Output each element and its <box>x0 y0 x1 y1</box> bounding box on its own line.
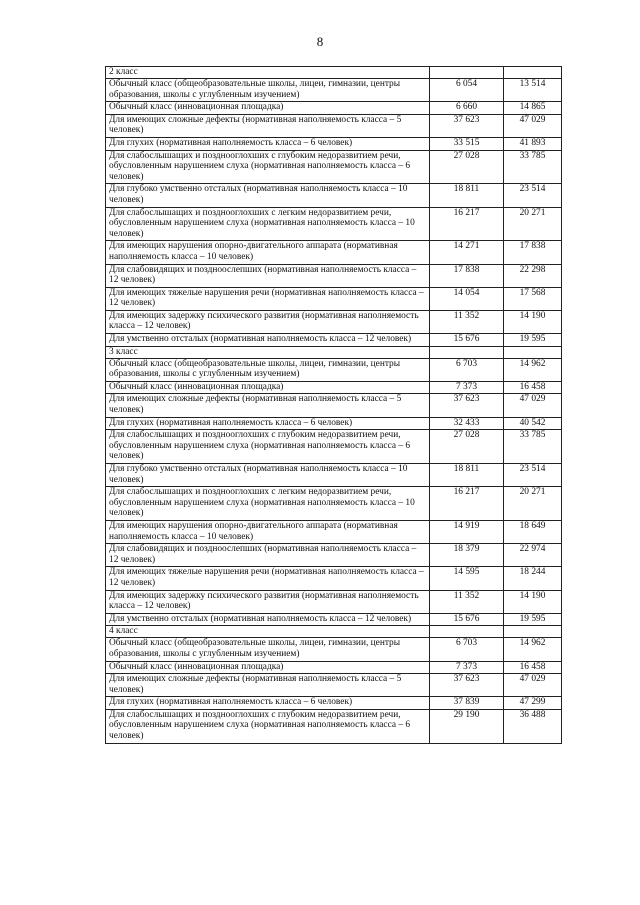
value-column-2: 23 514 <box>504 184 562 207</box>
value-column-1: 14 595 <box>430 567 504 590</box>
empty-cell <box>504 346 562 358</box>
class-description: Для глухих (нормативная наполняемость класса – 6 человек) <box>106 417 430 430</box>
value-column-1: 14 271 <box>430 241 504 264</box>
value-column-1: 14 919 <box>430 520 504 543</box>
value-column-2: 47 029 <box>504 394 562 417</box>
table-row <box>106 464 562 487</box>
value-column-2: 16 458 <box>504 381 562 394</box>
class-description: Для имеющих сложные дефекты (нормативная наполняемость класса – 5 человек) <box>106 394 430 417</box>
class-description: Для имеющих тяжелые нарушения речи (нормативная наполняемость класса – 12 человек) <box>106 287 430 310</box>
class-description: Для имеющих тяжелые нарушения речи (нормативная наполняемость класса – 12 человек) <box>106 567 430 590</box>
class-description: Для слабослышащих и позднооглохших с глубоким недоразвитием речи, обусловленным нарушением слуха (нормативная наполняемость класса – 6 человек) <box>106 709 430 743</box>
table-row <box>106 638 562 661</box>
section-header-row <box>106 626 562 638</box>
table-row <box>106 590 562 613</box>
class-description: Для умственно отсталых (нормативная наполняемость класса – 12 человек) <box>106 334 430 347</box>
funding-table <box>105 66 562 744</box>
value-column-1: 17 838 <box>430 264 504 287</box>
value-column-2: 14 962 <box>504 358 562 381</box>
table-row <box>106 613 562 626</box>
class-description: Для слабовидящих и поздноослепших (нормативная наполняемость класса – 12 человек) <box>106 264 430 287</box>
table-row <box>106 207 562 241</box>
value-column-2: 41 893 <box>504 137 562 150</box>
class-description: Для слабовидящих и поздноослепших (нормативная наполняемость класса – 12 человек) <box>106 544 430 567</box>
class-description: Для глубоко умственно отсталых (нормативная наполняемость класса – 10 человек) <box>106 184 430 207</box>
value-column-1: 6 703 <box>430 638 504 661</box>
class-description: Для слабослышащих и позднооглохших с легким недоразвитием речи, обусловленным нарушением слуха (нормативная наполняемость класса – 10 человек) <box>106 487 430 521</box>
class-description: Для глухих (нормативная наполняемость класса – 6 человек) <box>106 137 430 150</box>
class-description: Для глубоко умственно отсталых (нормативная наполняемость класса – 10 человек) <box>106 464 430 487</box>
class-description: Обычный класс (инновационная площадка) <box>106 102 430 115</box>
table-row <box>106 487 562 521</box>
table-row <box>106 674 562 697</box>
table-row <box>106 241 562 264</box>
empty-cell <box>504 67 562 79</box>
value-column-2: 14 190 <box>504 310 562 333</box>
table-row <box>106 287 562 310</box>
value-column-1: 16 217 <box>430 207 504 241</box>
value-column-2: 17 568 <box>504 287 562 310</box>
table-row <box>106 114 562 137</box>
class-description: Для имеющих сложные дефекты (нормативная наполняемость класса – 5 человек) <box>106 674 430 697</box>
class-description: Для имеющих нарушения опорно-двигательного аппарата (нормативная наполняемость класса – 10 человек) <box>106 520 430 543</box>
value-column-1: 15 676 <box>430 613 504 626</box>
table-row <box>106 150 562 184</box>
table-row <box>106 544 562 567</box>
value-column-2: 47 029 <box>504 674 562 697</box>
value-column-1: 37 623 <box>430 394 504 417</box>
value-column-1: 18 811 <box>430 464 504 487</box>
class-description: Для умственно отсталых (нормативная наполняемость класса – 12 человек) <box>106 613 430 626</box>
class-description: Обычный класс (инновационная площадка) <box>106 661 430 674</box>
value-column-2: 19 595 <box>504 613 562 626</box>
table-row <box>106 430 562 464</box>
value-column-2: 14 962 <box>504 638 562 661</box>
class-description: Для имеющих нарушения опорно-двигательного аппарата (нормативная наполняемость класса – 10 человек) <box>106 241 430 264</box>
value-column-1: 37 623 <box>430 114 504 137</box>
value-column-2: 14 190 <box>504 590 562 613</box>
table-row <box>106 264 562 287</box>
value-column-1: 11 352 <box>430 310 504 333</box>
section-header-row <box>106 67 562 79</box>
empty-cell <box>504 626 562 638</box>
value-column-1: 7 373 <box>430 381 504 394</box>
empty-cell <box>430 346 504 358</box>
value-column-1: 7 373 <box>430 661 504 674</box>
class-description: Для глухих (нормативная наполняемость класса – 6 человек) <box>106 697 430 710</box>
value-column-1: 11 352 <box>430 590 504 613</box>
empty-cell <box>430 67 504 79</box>
value-column-1: 37 623 <box>430 674 504 697</box>
value-column-2: 18 244 <box>504 567 562 590</box>
table-row <box>106 520 562 543</box>
value-column-2: 47 029 <box>504 114 562 137</box>
table-row <box>106 709 562 743</box>
table-row <box>106 358 562 381</box>
value-column-1: 37 839 <box>430 697 504 710</box>
value-column-2: 17 838 <box>504 241 562 264</box>
value-column-1: 6 703 <box>430 358 504 381</box>
value-column-1: 32 433 <box>430 417 504 430</box>
value-column-1: 18 811 <box>430 184 504 207</box>
value-column-1: 27 028 <box>430 430 504 464</box>
table-row <box>106 567 562 590</box>
value-column-2: 20 271 <box>504 487 562 521</box>
value-column-1: 16 217 <box>430 487 504 521</box>
value-column-2: 22 974 <box>504 544 562 567</box>
table-row <box>106 79 562 102</box>
value-column-2: 36 488 <box>504 709 562 743</box>
class-description: Обычный класс (инновационная площадка) <box>106 381 430 394</box>
value-column-1: 15 676 <box>430 334 504 347</box>
section-title: 4 класс <box>106 626 430 638</box>
table-row <box>106 697 562 710</box>
class-description: Для имеющих задержку психического развития (нормативная наполняемость класса – 12 человек) <box>106 310 430 333</box>
class-description: Для имеющих задержку психического развития (нормативная наполняемость класса – 12 человек) <box>106 590 430 613</box>
page-number: 8 <box>316 34 324 49</box>
class-description: Для слабослышащих и позднооглохших с глубоким недоразвитием речи, обусловленным нарушением слуха (нормативная наполняемость класса – 6 человек) <box>106 150 430 184</box>
value-column-1: 33 515 <box>430 137 504 150</box>
value-column-2: 33 785 <box>504 430 562 464</box>
value-column-2: 19 595 <box>504 334 562 347</box>
table-row <box>106 417 562 430</box>
value-column-2: 40 542 <box>504 417 562 430</box>
value-column-2: 20 271 <box>504 207 562 241</box>
value-column-1: 27 028 <box>430 150 504 184</box>
value-column-1: 29 190 <box>430 709 504 743</box>
section-title: 3 класс <box>106 346 430 358</box>
class-description: Для имеющих сложные дефекты (нормативная наполняемость класса – 5 человек) <box>106 114 430 137</box>
table-row <box>106 381 562 394</box>
table-row <box>106 184 562 207</box>
class-description: Обычный класс (общеобразовательные школы, лицеи, гимназии, центры образования, школы с углубленным изучением) <box>106 79 430 102</box>
table-row <box>106 137 562 150</box>
section-header-row <box>106 346 562 358</box>
table-row <box>106 310 562 333</box>
class-description: Обычный класс (общеобразовательные школы, лицеи, гимназии, центры образования, школы с углубленным изучением) <box>106 638 430 661</box>
class-description: Для слабослышащих и позднооглохших с легким недоразвитием речи, обусловленным нарушением слуха (нормативная наполняемость класса – 10 человек) <box>106 207 430 241</box>
value-column-2: 23 514 <box>504 464 562 487</box>
table-row <box>106 102 562 115</box>
class-description: Для слабослышащих и позднооглохших с глубоким недоразвитием речи, обусловленным нарушением слуха (нормативная наполняемость класса – 6 человек) <box>106 430 430 464</box>
value-column-1: 18 379 <box>430 544 504 567</box>
class-description: Обычный класс (общеобразовательные школы, лицеи, гимназии, центры образования, школы с углубленным изучением) <box>106 358 430 381</box>
value-column-2: 16 458 <box>504 661 562 674</box>
table-row <box>106 334 562 347</box>
table-row <box>106 394 562 417</box>
section-title: 2 класс <box>106 67 430 79</box>
value-column-2: 18 649 <box>504 520 562 543</box>
table-row <box>106 661 562 674</box>
value-column-2: 13 514 <box>504 79 562 102</box>
value-column-2: 33 785 <box>504 150 562 184</box>
value-column-1: 6 660 <box>430 102 504 115</box>
value-column-1: 6 054 <box>430 79 504 102</box>
value-column-1: 14 054 <box>430 287 504 310</box>
value-column-2: 22 298 <box>504 264 562 287</box>
value-column-2: 47 299 <box>504 697 562 710</box>
empty-cell <box>430 626 504 638</box>
value-column-2: 14 865 <box>504 102 562 115</box>
table-body <box>106 67 562 744</box>
